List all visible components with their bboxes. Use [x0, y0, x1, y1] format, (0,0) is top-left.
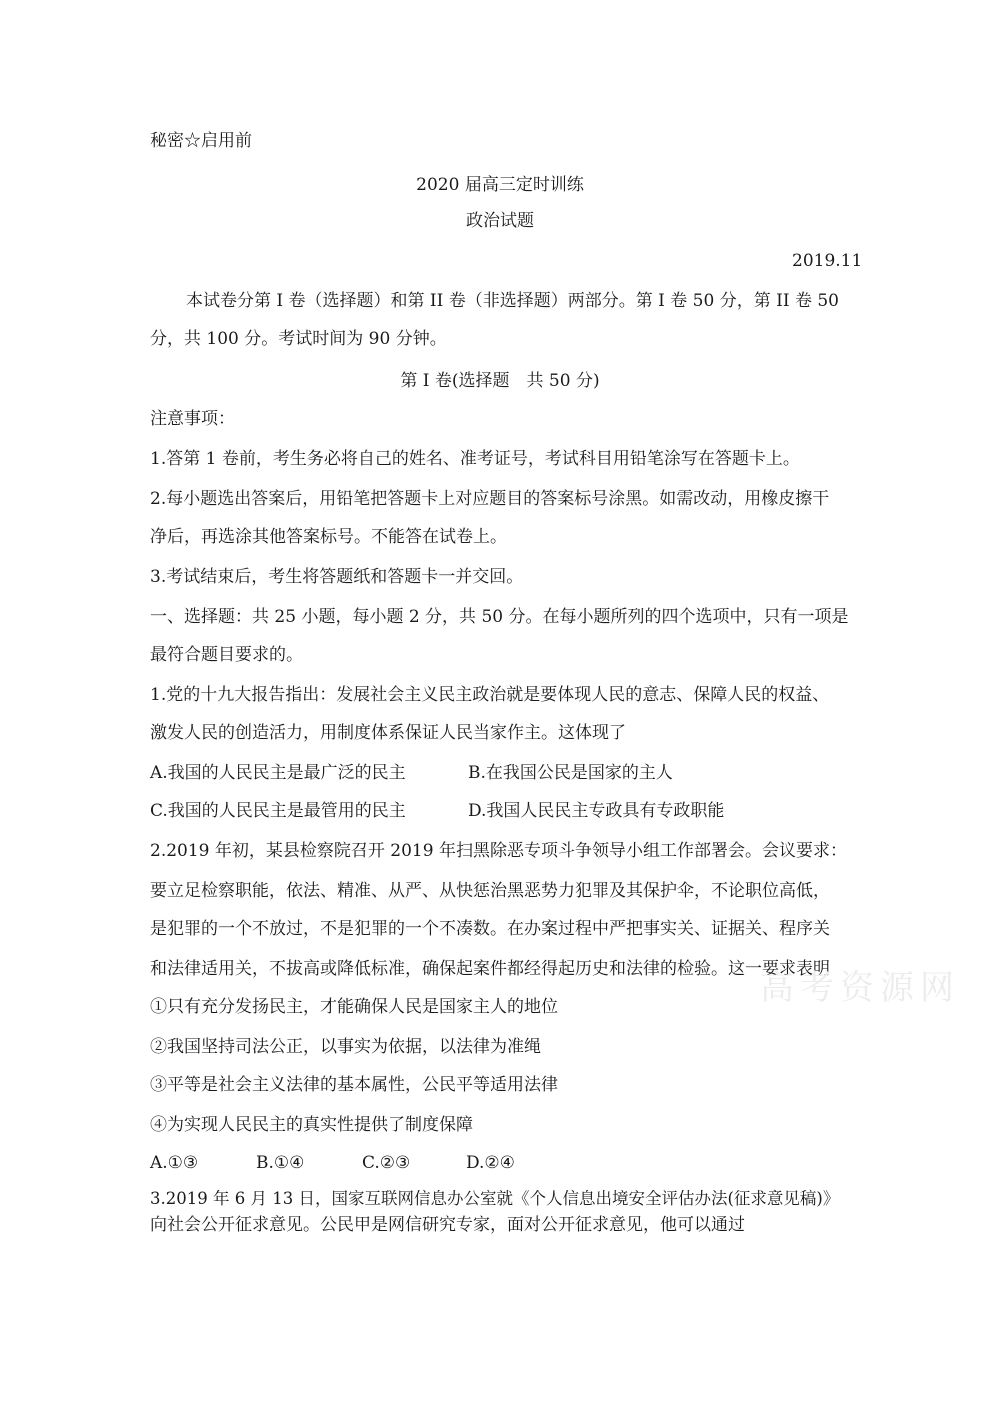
q2-option-c: C.②③ — [362, 1153, 411, 1173]
q2-option-d: D.②④ — [466, 1153, 515, 1173]
note-item-1: 1.答第 1 卷前，考生务必将自己的姓名、准考证号，考试科目用铅笔涂写在答题卡上。 — [150, 449, 800, 469]
q2-statement-1: ①只有充分发扬民主，才能确保人民是国家主人的地位 — [150, 997, 558, 1017]
section1-line-2: 最符合题目要求的。 — [150, 645, 303, 665]
q1-option-d: D.我国人民民主专政具有专政职能 — [468, 801, 725, 821]
q2-line-1: 2.2019 年初，某县检察院召开 2019 年扫黑除恶专项斗争领导小组工作部署会。会议要求： — [150, 841, 847, 861]
q2-option-b: B.①④ — [256, 1153, 305, 1173]
q2-statement-4: ④为实现人民民主的真实性提供了制度保障 — [150, 1115, 473, 1135]
section1-line-1: 一、选择题：共 25 小题，每小题 2 分，共 50 分。在每小题所列的四个选项中，只有一项是 — [150, 607, 849, 627]
q2-line-3: 是犯罪的一个不放过，不是犯罪的一个不凑数。在办案过程中严把事实关、证据关、程序关 — [150, 919, 830, 939]
q2-line-2: 要立足检察职能，依法、精准、从严、从快惩治黑恶势力犯罪及其保护伞，不论职位高低， — [150, 881, 830, 901]
part1-title: 第 I 卷(选择题 共 50 分) — [400, 371, 600, 391]
q2-statement-2: ②我国坚持司法公正，以事实为依据，以法律为准绳 — [150, 1037, 541, 1057]
note-item-2-line-1: 2.每小题选出答案后，用铅笔把答题卡上对应题目的答案标号涂黑。如需改动，用橡皮擦干 — [150, 489, 830, 509]
note-item-2-line-2: 净后，再选涂其他答案标号。不能答在试卷上。 — [150, 527, 507, 547]
exam-date: 2019.11 — [792, 251, 863, 271]
q3-line-1: 3.2019 年 6 月 13 日，国家互联网信息办公室就《个人信息出境安全评估办法(征求意见稿)》 — [150, 1189, 840, 1208]
note-item-3: 3.考试结束后，考生将答题纸和答题卡一并交回。 — [150, 567, 524, 587]
q3-line-2: 向社会公开征求意见。公民甲是网信研究专家，面对公开征求意见，他可以通过 — [150, 1215, 745, 1235]
exam-subtitle: 政治试题 — [466, 211, 534, 231]
q1-line-1: 1.党的十九大报告指出：发展社会主义民主政治就是要体现人民的意志、保障人民的权益、 — [150, 685, 830, 705]
q1-option-b: B.在我国公民是国家的主人 — [468, 763, 673, 783]
secret-mark: 秘密☆启用前 — [150, 131, 252, 151]
watermark: 高考资源网 — [760, 968, 960, 1008]
q2-line-4: 和法律适用关，不拔高或降低标准，确保起案件都经得起历史和法律的检验。这一要求表明 — [150, 959, 830, 979]
exam-title: 2020 届高三定时训练 — [416, 175, 584, 195]
notes-heading: 注意事项： — [150, 409, 235, 429]
q2-statement-3: ③平等是社会主义法律的基本属性，公民平等适用法律 — [150, 1075, 558, 1095]
q1-option-a: A.我国的人民民主是最广泛的民主 — [150, 763, 406, 783]
q2-option-a: A.①③ — [150, 1153, 199, 1173]
q1-line-2: 激发人民的创造活力，用制度体系保证人民当家作主。这体现了 — [150, 723, 626, 743]
intro-line-1: 本试卷分第 I 卷（选择题）和第 II 卷（非选择题）两部分。第 I 卷 50 分，第 II 卷 50 — [186, 291, 839, 311]
intro-line-2: 分，共 100 分。考试时间为 90 分钟。 — [150, 329, 447, 349]
q1-option-c: C.我国的人民民主是最管用的民主 — [150, 801, 406, 821]
